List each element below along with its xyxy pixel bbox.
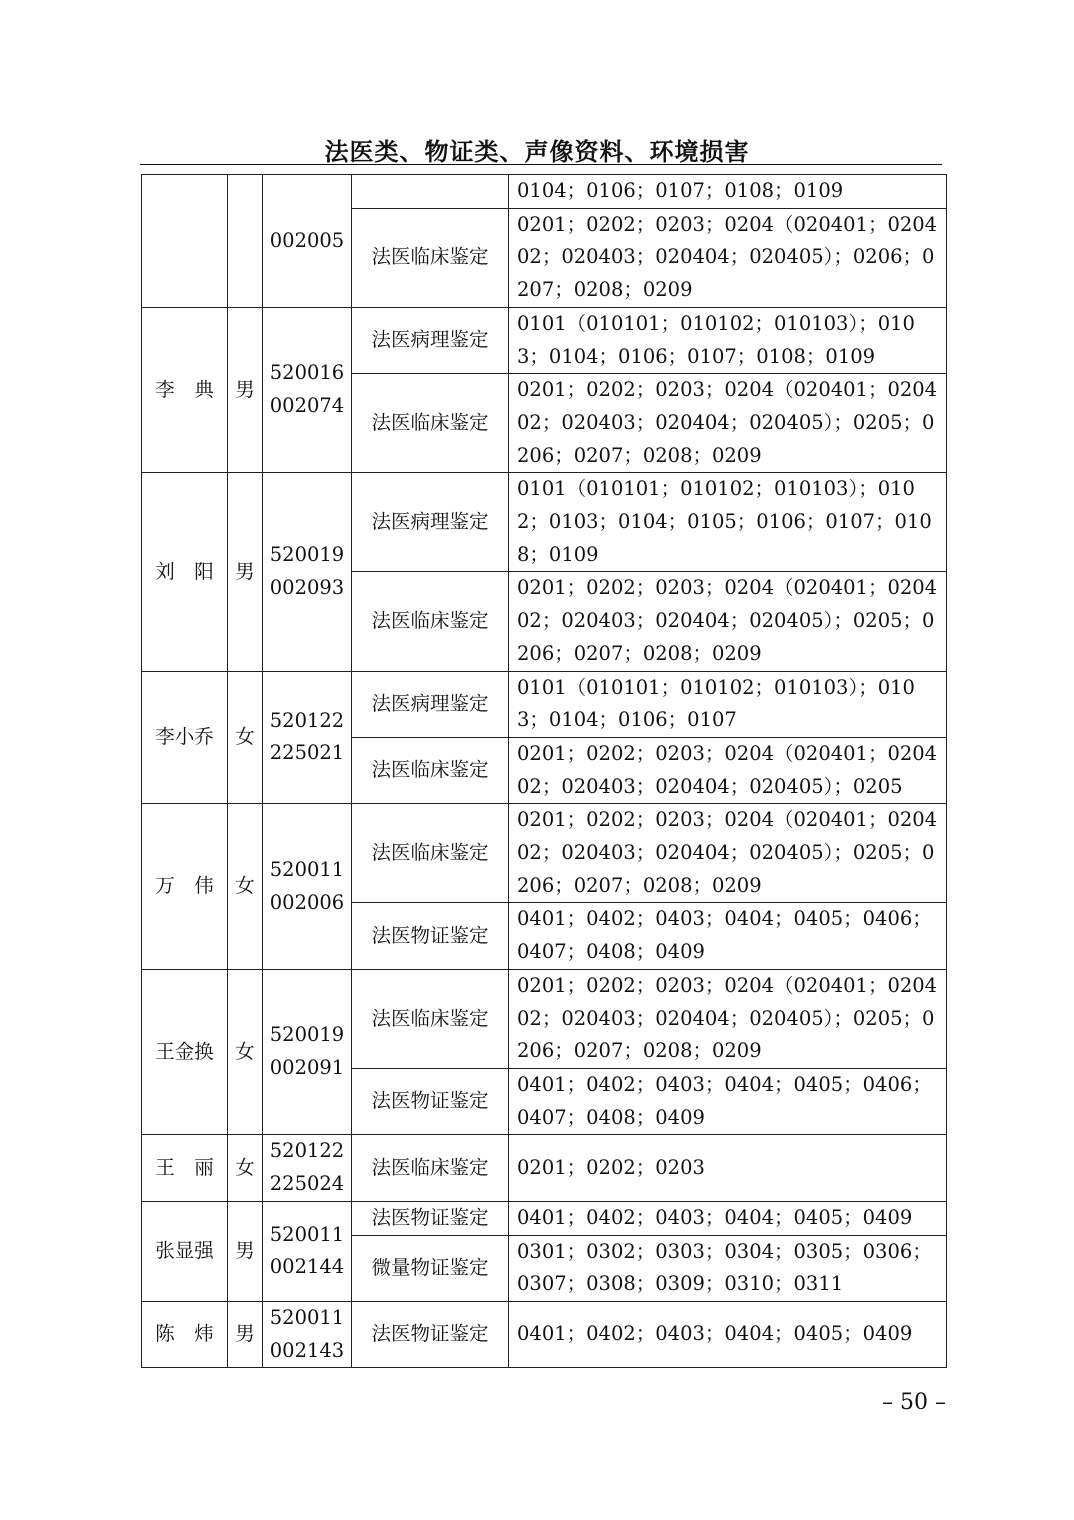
appraisal-type-cell: 法医临床鉴定 (352, 969, 509, 1068)
appraiser-name-cell: 陈 炜 (142, 1301, 228, 1367)
license-number-cell: 520019 002091 (263, 969, 352, 1135)
gender-cell: 女 (228, 969, 263, 1135)
appraisal-type-cell: 法医物证鉴定 (352, 903, 509, 969)
practice-scope-cell: 0201；0202；0203；0204（020401；020402；020403；020404；020405）；0205 (509, 737, 947, 803)
gender-cell: 女 (228, 1135, 263, 1201)
practice-scope-cell: 0201；0202；0203；0204（020401；020402；020403；020404；020405）；0205；0206；0207；0208；0209 (509, 969, 947, 1068)
appraiser-name-cell: 李 典 (142, 307, 228, 473)
appraisal-type-cell: 微量物证鉴定 (352, 1235, 509, 1301)
appraiser-name-cell: 王 丽 (142, 1135, 228, 1201)
license-number-cell: 520011 002144 (263, 1201, 352, 1301)
table-row (142, 1135, 947, 1201)
appraisal-type-cell: 法医临床鉴定 (352, 804, 509, 903)
gender-cell: 女 (228, 804, 263, 970)
table-row (142, 969, 947, 1068)
appraisal-type-cell: 法医病理鉴定 (352, 671, 509, 737)
license-number-cell: 002005 (263, 175, 352, 308)
license-number-cell: 520122 225024 (263, 1135, 352, 1201)
appraisal-type-cell: 法医物证鉴定 (352, 1201, 509, 1235)
practice-scope-cell: 0201；0202；0203；0204（020401；020402；020403；020404；020405）；0205；0206；0207；0208；0209 (509, 374, 947, 473)
gender-cell: 男 (228, 1301, 263, 1367)
practice-scope-cell: 0101（010101；010102；010103）；0103；0104；0106；0107 (509, 671, 947, 737)
appraiser-table (141, 174, 947, 1368)
license-number-cell: 520011 002143 (263, 1301, 352, 1367)
appraisal-type-cell: 法医临床鉴定 (352, 1135, 509, 1201)
appraisal-type-cell: 法医临床鉴定 (352, 572, 509, 671)
appraiser-name-cell: 李小乔 (142, 671, 228, 804)
gender-cell (228, 175, 263, 308)
appraisal-type-cell: 法医物证鉴定 (352, 1068, 509, 1134)
table-row (142, 175, 947, 209)
appraiser-name-cell: 万 伟 (142, 804, 228, 970)
appraisal-type-cell: 法医物证鉴定 (352, 1301, 509, 1367)
license-number-cell: 520019 002093 (263, 473, 352, 671)
appraiser-table-body (142, 175, 947, 1368)
gender-cell: 男 (228, 473, 263, 671)
page-number: – 50 – (882, 1390, 946, 1415)
table-row (142, 671, 947, 737)
gender-cell: 女 (228, 671, 263, 804)
practice-scope-cell: 0401；0402；0403；0404；0405；0406；0407；0408；0409 (509, 1068, 947, 1134)
practice-scope-cell: 0301；0302；0303；0304；0305；0306；0307；0308；0309；0310；0311 (509, 1235, 947, 1301)
appraisal-type-cell: 法医病理鉴定 (352, 473, 509, 572)
table-row (142, 804, 947, 903)
table-row (142, 1301, 947, 1367)
appraiser-name-cell: 王金换 (142, 969, 228, 1135)
appraiser-name-cell: 张显强 (142, 1201, 228, 1301)
table-row (142, 473, 947, 572)
practice-scope-cell: 0201；0202；0203；0204（020401；020402；020403；020404；020405）；0206；0207；0208；0209 (509, 208, 947, 307)
appraiser-name-cell (142, 175, 228, 308)
practice-scope-cell: 0401；0402；0403；0404；0405；0406；0407；0408；0409 (509, 903, 947, 969)
license-number-cell: 520011 002006 (263, 804, 352, 970)
practice-scope-cell: 0401；0402；0403；0404；0405；0409 (509, 1201, 947, 1235)
appraiser-name-cell: 刘 阳 (142, 473, 228, 671)
gender-cell: 男 (228, 1201, 263, 1301)
practice-scope-cell: 0201；0202；0203 (509, 1135, 947, 1201)
license-number-cell: 520016 002074 (263, 307, 352, 473)
appraisal-type-cell (352, 175, 509, 209)
appraisal-type-cell: 法医临床鉴定 (352, 208, 509, 307)
gender-cell: 男 (228, 307, 263, 473)
appraisal-type-cell: 法医病理鉴定 (352, 307, 509, 373)
header-rule (140, 164, 942, 165)
practice-scope-cell: 0101（010101；010102；010103）；0102；0103；0104；0105；0106；0107；0108；0109 (509, 473, 947, 572)
license-number-cell: 520122 225021 (263, 671, 352, 804)
page-header-title: 法医类、物证类、声像资料、环境损害 (324, 137, 750, 166)
appraisal-type-cell: 法医临床鉴定 (352, 374, 509, 473)
practice-scope-cell: 0201；0202；0203；0204（020401；020402；020403；020404；020405）；0205；0206；0207；0208；0209 (509, 804, 947, 903)
table-row (142, 307, 947, 373)
practice-scope-cell: 0101（010101；010102；010103）；0103；0104；0106；0107；0108；0109 (509, 307, 947, 373)
practice-scope-cell: 0201；0202；0203；0204（020401；020402；020403；020404；020405）；0205；0206；0207；0208；0209 (509, 572, 947, 671)
appraisal-type-cell: 法医临床鉴定 (352, 737, 509, 803)
table-row (142, 1201, 947, 1235)
practice-scope-cell: 0104；0106；0107；0108；0109 (509, 175, 947, 209)
practice-scope-cell: 0401；0402；0403；0404；0405；0409 (509, 1301, 947, 1367)
